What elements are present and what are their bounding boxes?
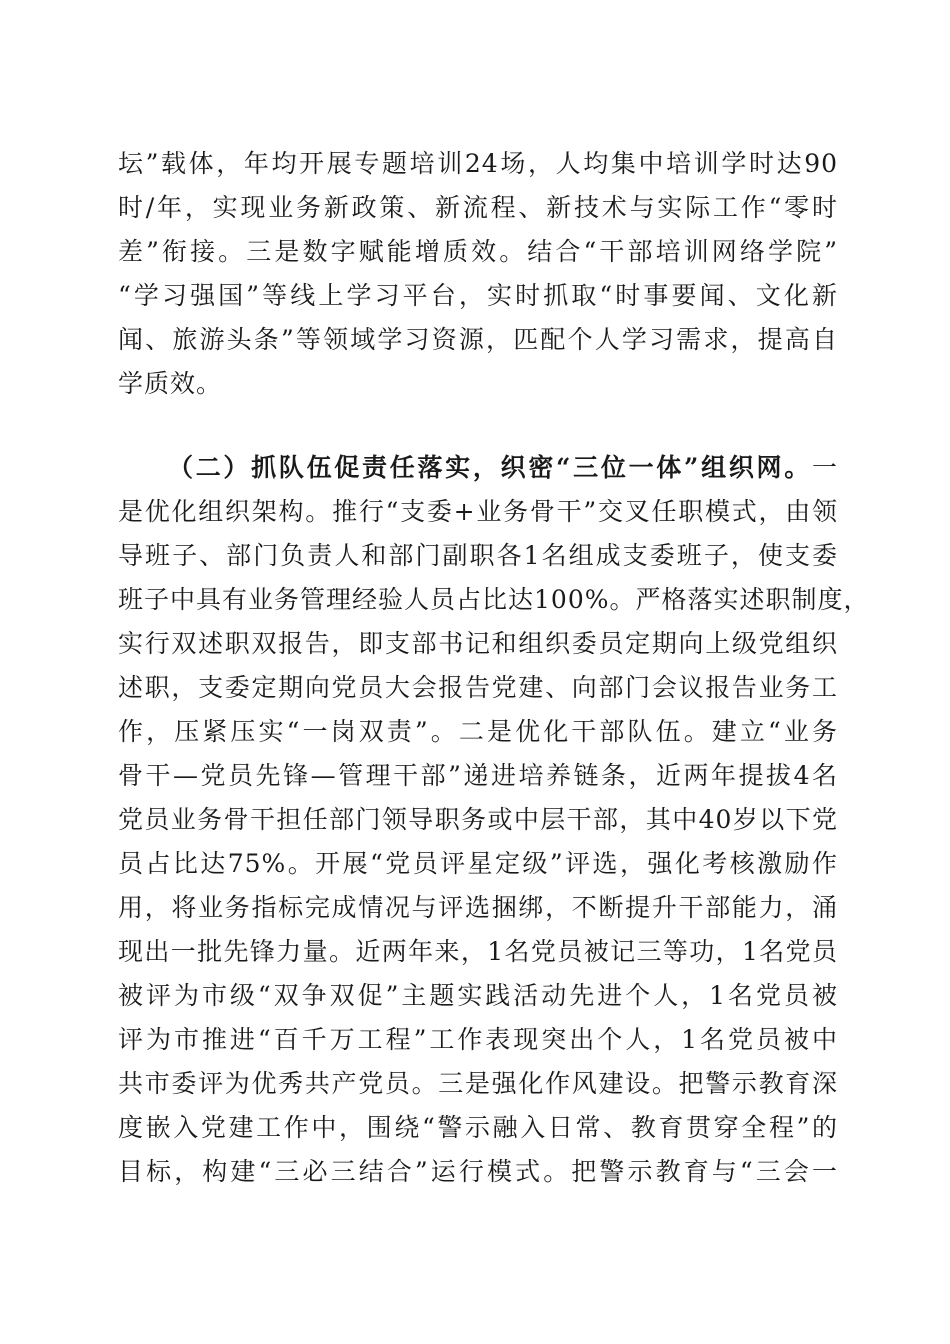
text-line: 导班子、部门负责人和部门副职各1名组成支委班子，使支委 (118, 541, 838, 570)
text-line: 骨干—党员先锋—管理干部”递进培养链条，近两年提拔4名 (118, 761, 838, 790)
text-line: 时/年，实现业务新政策、新流程、新技术与实际工作“零时 (118, 193, 838, 222)
text-line: 是优化组织架构。推行“支委+业务骨干”交叉任职模式，由领 (118, 497, 838, 526)
text-line: 党员业务骨干担任部门领导职务或中层干部，其中40岁以下党 (118, 805, 838, 834)
text-line: 共市委评为优秀共产党员。三是强化作风建设。把警示教育深 (118, 1069, 838, 1098)
text-line: 评为市推进“百千万工程”工作表现突出个人，1名党员被中 (118, 1025, 838, 1054)
text-line: 差”衔接。三是数字赋能增质效。结合“干部培训网络学院” (118, 237, 838, 266)
text-line: 用，将业务指标完成情况与评选捆绑，不断提升干部能力，涌 (118, 893, 838, 922)
text-line: 班子中具有业务管理经验人员占比达100%。严格落实述职制度， (118, 585, 870, 614)
text-line: 现出一批先锋力量。近两年来，1名党员被记三等功，1名党员 (118, 937, 838, 966)
text-line: 员占比达75%。开展“党员评星定级”评选，强化考核激励作 (118, 849, 838, 878)
text-line: 目标，构建“三必三结合”运行模式。把警示教育与“三会一 (118, 1157, 838, 1186)
text-line: 述职，支委定期向党员大会报告党建、向部门会议报告业务工 (118, 673, 838, 702)
heading-line-tail: 一 (811, 453, 838, 482)
section-heading: （二）抓队伍促责任落实，织密“三位一体”组织网。 (168, 453, 812, 482)
section-heading-line (118, 446, 838, 490)
text-line: 坛”载体，年均开展专题培训24场，人均集中培训学时达90 (118, 149, 838, 178)
text-line: 实行双述职双报告，即支部书记和组织委员定期向上级党组织 (118, 629, 838, 658)
text-line: 被评为市级“双争双促”主题实践活动先进个人，1名党员被 (118, 981, 838, 1010)
paragraph-continued (118, 142, 838, 406)
text-line: 作，压紧压实“一岗双责”。二是优化干部队伍。建立“业务 (118, 717, 838, 746)
text-line: 学质效。 (118, 369, 223, 398)
text-line: “学习强国”等线上学习平台，实时抓取“时事要闻、文化新 (118, 281, 838, 310)
text-line: 闻、旅游头条”等领域学习资源，匹配个人学习需求，提高自 (118, 325, 838, 354)
text-line: 度嵌入党建工作中，围绕“警示融入日常、教育贯穿全程”的 (118, 1113, 838, 1142)
paragraph-section-two (118, 446, 870, 1194)
